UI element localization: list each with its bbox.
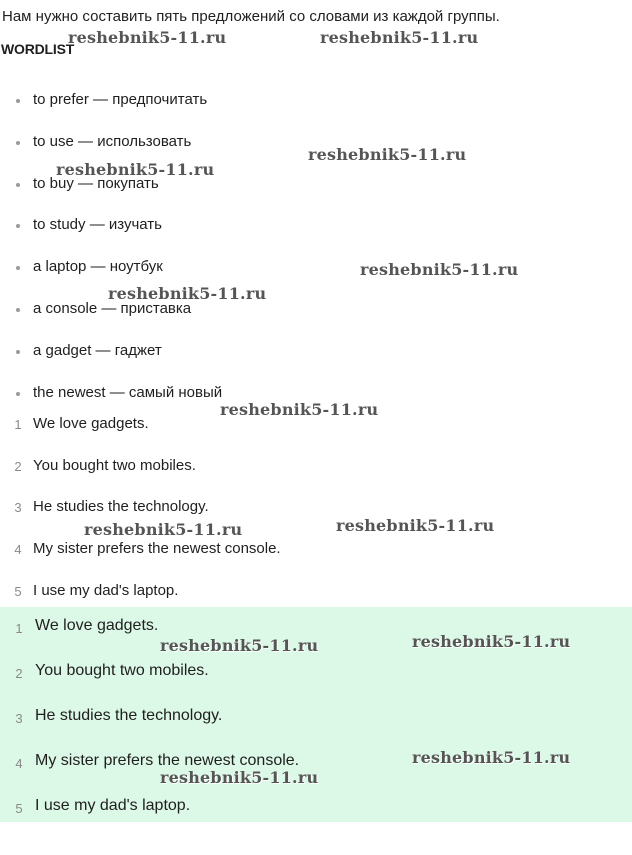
wordlist (0, 90, 222, 424)
wordlist-item-text: to prefer — предпочитать (33, 91, 208, 108)
wordlist-item-text: to study — изучать (33, 216, 162, 234)
answer-item (0, 750, 299, 795)
bullet-icon (16, 266, 20, 270)
watermark: reshebnik5-11.ru (160, 636, 319, 655)
bullet-icon (16, 99, 20, 103)
answer-text: We love gadgets. (35, 617, 159, 634)
item-number: 5 (14, 583, 22, 599)
wordlist-item (0, 257, 222, 299)
wordlist-item (0, 174, 222, 216)
bullet-icon (16, 308, 20, 312)
item-number: 1 (15, 621, 23, 636)
bullet-icon (16, 183, 20, 187)
item-number: 2 (15, 666, 23, 681)
answer-item (0, 705, 299, 750)
watermark: reshebnik5-11.ru (220, 400, 379, 419)
bullet-icon (16, 224, 20, 228)
answer-text: My sister prefers the newest console. (35, 752, 300, 769)
watermark: reshebnik5-11.ru (336, 516, 495, 535)
item-number: 3 (15, 711, 23, 726)
watermark: reshebnik5-11.ru (412, 748, 571, 767)
sentence-text: I use my dad's laptop. (33, 581, 179, 599)
sentence-text: My sister prefers the newest console. (33, 540, 281, 558)
watermark: reshebnik5-11.ru (360, 260, 519, 279)
watermark: reshebnik5-11.ru (56, 160, 215, 179)
wordlist-item-text: a laptop — ноутбук (33, 258, 163, 276)
answer-text: He studies the technology. (35, 707, 223, 724)
wordlist-item-text: a console — приставка (33, 299, 192, 317)
sentence-text: You bought two mobiles. (33, 456, 196, 474)
wordlist-title: WORDLIST (1, 41, 75, 57)
sentence-item (0, 414, 281, 456)
watermark: reshebnik5-11.ru (160, 768, 319, 787)
sentence-text: We love gadgets. (33, 415, 149, 432)
item-number: 5 (15, 801, 23, 816)
wordlist-item-text: to use — использовать (33, 132, 192, 150)
answer-item (0, 615, 299, 660)
answer-text: You bought two mobiles. (35, 662, 209, 679)
bullet-icon (16, 392, 20, 396)
wordlist-item (0, 215, 222, 257)
watermark: reshebnik5-11.ru (308, 145, 467, 164)
wordlist-item (0, 90, 222, 132)
bullet-icon (16, 350, 20, 354)
wordlist-item-text: the newest — самый новый (33, 383, 223, 401)
sentence-item (0, 539, 281, 581)
sentence-item (0, 497, 281, 539)
wordlist-item-text: to buy — покупать (33, 174, 159, 192)
watermark: reshebnik5-11.ru (108, 284, 267, 303)
watermark: reshebnik5-11.ru (68, 28, 227, 47)
watermark: reshebnik5-11.ru (320, 28, 479, 47)
watermark: reshebnik5-11.ru (412, 632, 571, 651)
bullet-icon (16, 141, 20, 145)
answer-list (0, 615, 299, 840)
answer-text: I use my dad's laptop. (35, 797, 191, 814)
answer-box (0, 607, 632, 822)
wordlist-item (0, 299, 222, 341)
item-number: 1 (14, 417, 22, 432)
wordlist-item (0, 132, 222, 174)
item-number: 3 (14, 500, 22, 516)
answer-item (0, 795, 299, 840)
answer-item (0, 660, 299, 705)
watermark: reshebnik5-11.ru (84, 520, 243, 539)
item-number: 2 (14, 458, 22, 474)
item-number: 4 (15, 756, 23, 771)
intro-text: Нам нужно составить пять предложений со словами из каждой группы. (2, 8, 500, 25)
sentence-list (0, 414, 281, 622)
item-number: 4 (14, 542, 22, 558)
sentence-text: He studies the technology. (33, 498, 209, 516)
wordlist-item (0, 341, 222, 383)
wordlist-item-text: a gadget — гаджет (33, 341, 162, 359)
sentence-item (0, 456, 281, 498)
